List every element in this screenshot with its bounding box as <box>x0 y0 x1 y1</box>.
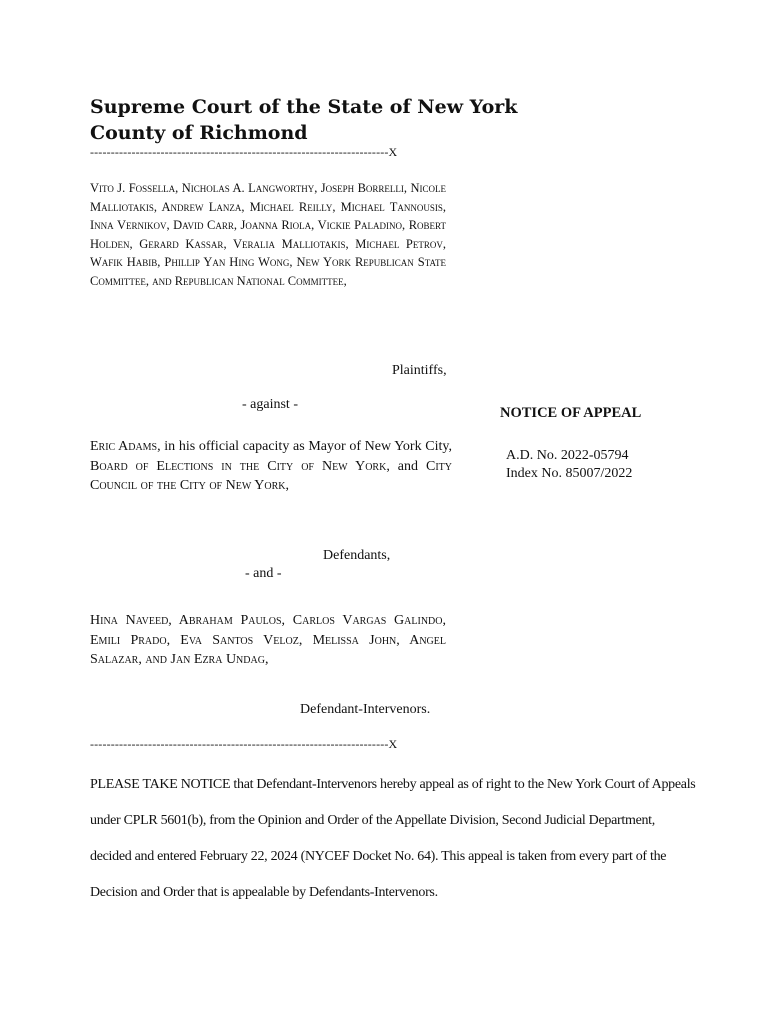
body-line-1: PLEASE TAKE NOTICE that Defendant-Intervenors hereby appeal as of right to the New York Court of Appeals <box>90 777 696 792</box>
docket-numbers <box>506 447 632 483</box>
defendant-council: City Council of the City of New York <box>90 458 452 493</box>
caption-divider-top: ------------------------------------------------------------------------X <box>90 145 398 159</box>
defendants-role: Defendants, <box>323 548 391 563</box>
body-line-4: Decision and Order that is appealable by Defendants-Intervenors. <box>90 885 438 900</box>
caption-divider-bottom: ------------------------------------------------------------------------X <box>90 737 398 751</box>
court-caption <box>90 94 517 146</box>
county-name: County of Richmond <box>90 122 308 144</box>
intervenors-role: Defendant-Intervenors. <box>300 702 431 717</box>
plaintiffs-names: Vito J. Fossella, Nicholas A. Langworthy, Joseph Borrelli, Nicole Malliotakis, Andrew Lanza, Michael Reilly, Michael Tannousis, Inna Vernikov, David Carr, Joanna Riola, Vickie Paladino, Robert Holden, Gerard Kassar, Veralia Malliotakis, Michael Petrov, Wafik Habib, Phillip Yan Hing Wong, New York Republican State Committee, and Republican National Committee, <box>90 181 446 288</box>
defendant-mayor: Eric Adams <box>90 439 158 454</box>
notice-body <box>90 767 740 911</box>
body-line-2: under CPLR 5601(b), from the Opinion and Order of the Appellate Division, Second Judicial Department, <box>90 813 655 828</box>
defendants-end: , <box>285 478 289 493</box>
ad-number: A.D. No. 2022-05794 <box>506 448 629 463</box>
notice-title: NOTICE OF APPEAL <box>500 405 642 421</box>
body-line-3: decided and entered February 22, 2024 (NYCEF Docket No. 64). This appeal is taken from every part of the <box>90 849 667 864</box>
defendant-mayor-desc: , in his official capacity as Mayor of New York City, <box>157 439 452 454</box>
defendants-and: , and <box>386 458 426 474</box>
and-separator: - and - <box>245 566 282 581</box>
defendant-board: Board of Elections in the City of New York <box>90 458 387 474</box>
intervenors-names: Hina Naveed, Abraham Paulos, Carlos Vargas Galindo, Emili Prado, Eva Santos Veloz, Melissa John, Angel Salazar, and Jan Ezra Undag, <box>90 613 446 667</box>
plaintiffs-role: Plaintiffs, <box>392 363 447 378</box>
court-name: Supreme Court of the State of New York <box>90 96 518 118</box>
against-separator: - against - <box>242 397 298 412</box>
index-number: Index No. 85007/2022 <box>506 466 633 481</box>
defendants-names <box>90 437 452 496</box>
